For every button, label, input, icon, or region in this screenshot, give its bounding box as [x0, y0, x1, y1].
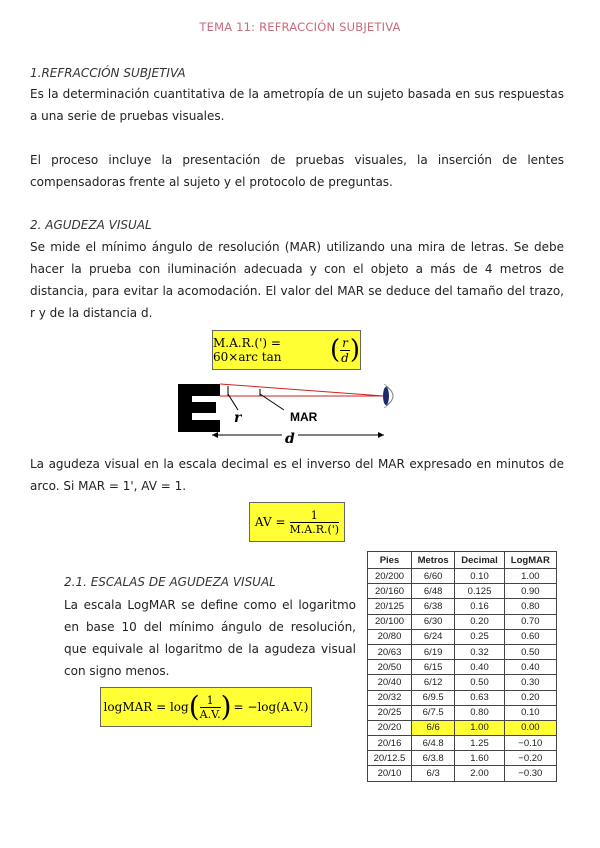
page-header: TEMA 11: REFRACCIÓN SUBJETIVA	[199, 20, 401, 34]
table-cell: 0.63	[455, 690, 504, 705]
table-cell: 0.00	[504, 720, 556, 735]
formula-av-lhs: AV =	[254, 515, 286, 529]
table-cell: 0.32	[455, 644, 504, 659]
table-cell: 20/200	[368, 569, 412, 584]
formula-mar-numerator: r	[342, 335, 348, 350]
table-row	[368, 675, 557, 690]
formula-mar-denominator: d	[341, 350, 349, 365]
table-cell: 2.00	[455, 766, 504, 781]
paragraph-agudeza-mar: Se mide el mínimo ángulo de resolución (MAR) utilizando una mira de letras. Se debe hacer la prueba con iluminación adecuada y con el objeto a más de 4 metros de distancia, para evitar la acomodación. El valor del MAR se deduce del tamaño del trazo, r y de la distancia d.	[30, 240, 564, 320]
table-cell: 1.60	[455, 751, 504, 766]
table-cell: 1.00	[504, 569, 556, 584]
table-header-row	[368, 552, 557, 569]
formula-mar: M.A.R.(') = 60×arc tan ( $\frac{r}{d}$ )	[212, 330, 361, 370]
table-cell: 20/10	[368, 766, 412, 781]
paragraph-logmar-definition: La escala LogMAR se define como el logaritmo en base 10 del mínimo ángulo de resolución, que equivale al logaritmo de la agudeza visual con signo menos.	[64, 598, 356, 678]
formula-logmar-denominator: A.V.	[199, 707, 221, 721]
table-cell: 0.40	[504, 660, 556, 675]
ray-upper	[220, 384, 384, 396]
table-cell: 20/80	[368, 629, 412, 644]
table-cell: 20/50	[368, 660, 412, 675]
visual-acuity-table	[367, 551, 557, 782]
table-cell: 0.10	[504, 705, 556, 720]
table-cell: −0.30	[504, 766, 556, 781]
table-row	[368, 584, 557, 599]
table-cell: 6/15	[411, 660, 454, 675]
formula-logmar-rhs: = −log(A.V.)	[233, 700, 309, 714]
section-title-refraccion: 1.REFRACCIÓN SUBJETIVA	[30, 66, 186, 80]
table-cell: 20/12.5	[368, 751, 412, 766]
table-row	[368, 614, 557, 629]
table-cell: 0.16	[455, 599, 504, 614]
table-row	[368, 751, 557, 766]
formula-av	[249, 502, 345, 542]
section-title-agudeza: 2. AGUDEZA VISUAL	[30, 218, 152, 232]
table-cell: 6/48	[411, 584, 454, 599]
formula-logmar-lhs: logMAR = log	[103, 700, 189, 714]
table-cell: 20/32	[368, 690, 412, 705]
table-cell: 6/4.8	[411, 736, 454, 751]
table-cell: 20/63	[368, 644, 412, 659]
table-row	[368, 569, 557, 584]
paragraph-refraccion-process: El proceso incluye la presentación de pruebas visuales, la inserción de lentes compensadoras frente al sujeto y el protocolo de preguntas.	[30, 153, 564, 189]
table-cell: −0.20	[504, 751, 556, 766]
label-r: r	[234, 410, 242, 426]
table-cell: 0.50	[455, 675, 504, 690]
table-cell: 0.80	[504, 599, 556, 614]
formula-av-numerator: 1	[290, 509, 340, 523]
table-cell: −0.10	[504, 736, 556, 751]
formula-av-denominator: M.A.R.(')	[289, 522, 340, 536]
table-cell: 6/60	[411, 569, 454, 584]
table-cell: 0.50	[504, 644, 556, 659]
letter-e-optotype	[178, 384, 220, 432]
table-header-metros: Metros	[411, 552, 454, 569]
table-cell: 0.80	[455, 705, 504, 720]
table-cell: 6/12	[411, 675, 454, 690]
table-row	[368, 690, 557, 705]
table-row	[368, 766, 557, 781]
paragraph-agudeza-decimal: La agudeza visual en la escala decimal es el inverso del MAR expresado en minutos de arco. Si MAR = 1', AV = 1.	[30, 457, 564, 493]
formula-logmar-numerator: 1	[200, 694, 221, 708]
table-cell: 6/24	[411, 629, 454, 644]
table-header-logmar: LogMAR	[504, 552, 556, 569]
table-row	[368, 660, 557, 675]
table-row	[368, 720, 557, 735]
table-cell: 6/30	[411, 614, 454, 629]
table-cell: 0.10	[455, 569, 504, 584]
formula-mar-lhs: M.A.R.(') = 60×arc tan	[213, 336, 282, 364]
table-cell: 20/25	[368, 705, 412, 720]
table-cell: 1.00	[455, 720, 504, 735]
label-d: d	[285, 431, 295, 447]
table-row	[368, 644, 557, 659]
table-cell: 20/125	[368, 599, 412, 614]
table-cell: 0.25	[455, 629, 504, 644]
table-cell: 6/3.8	[411, 751, 454, 766]
table-cell: 6/7.5	[411, 705, 454, 720]
eye-icon	[383, 384, 393, 408]
table-cell: 0.40	[455, 660, 504, 675]
table-row	[368, 736, 557, 751]
table-header-pies: Pies	[368, 552, 412, 569]
label-mar: MAR	[290, 410, 318, 424]
formula-logmar: logMAR = log ( $\frac{1}{A.V.}$ ) = −log(A.V.)	[100, 687, 312, 727]
table-cell: 0.90	[504, 584, 556, 599]
table-cell: 6/6	[411, 720, 454, 735]
table-cell: 6/19	[411, 644, 454, 659]
section-title-escalas: 2.1. ESCALAS DE AGUDEZA VISUAL	[64, 575, 276, 589]
table-cell: 6/3	[411, 766, 454, 781]
table-header-decimal: Decimal	[455, 552, 504, 569]
paragraph-refraccion-definition: Es la determinación cuantitativa de la ametropía de un sujeto basada en sus respuestas a una serie de pruebas visuales.	[30, 87, 564, 123]
table-cell: 20/100	[368, 614, 412, 629]
table-cell: 0.125	[455, 584, 504, 599]
table-cell: 6/38	[411, 599, 454, 614]
mar-diagram	[172, 372, 412, 450]
table-cell: 20/40	[368, 675, 412, 690]
table-row	[368, 599, 557, 614]
table-cell: 20/160	[368, 584, 412, 599]
table-row	[368, 629, 557, 644]
table-cell: 1.25	[455, 736, 504, 751]
table-cell: 20/20	[368, 720, 412, 735]
table-cell: 20/16	[368, 736, 412, 751]
table-cell: 0.70	[504, 614, 556, 629]
table-row	[368, 705, 557, 720]
table-cell: 0.60	[504, 629, 556, 644]
table-cell: 0.30	[504, 675, 556, 690]
table-cell: 6/9.5	[411, 690, 454, 705]
table-cell: 0.20	[455, 614, 504, 629]
table-cell: 0.20	[504, 690, 556, 705]
